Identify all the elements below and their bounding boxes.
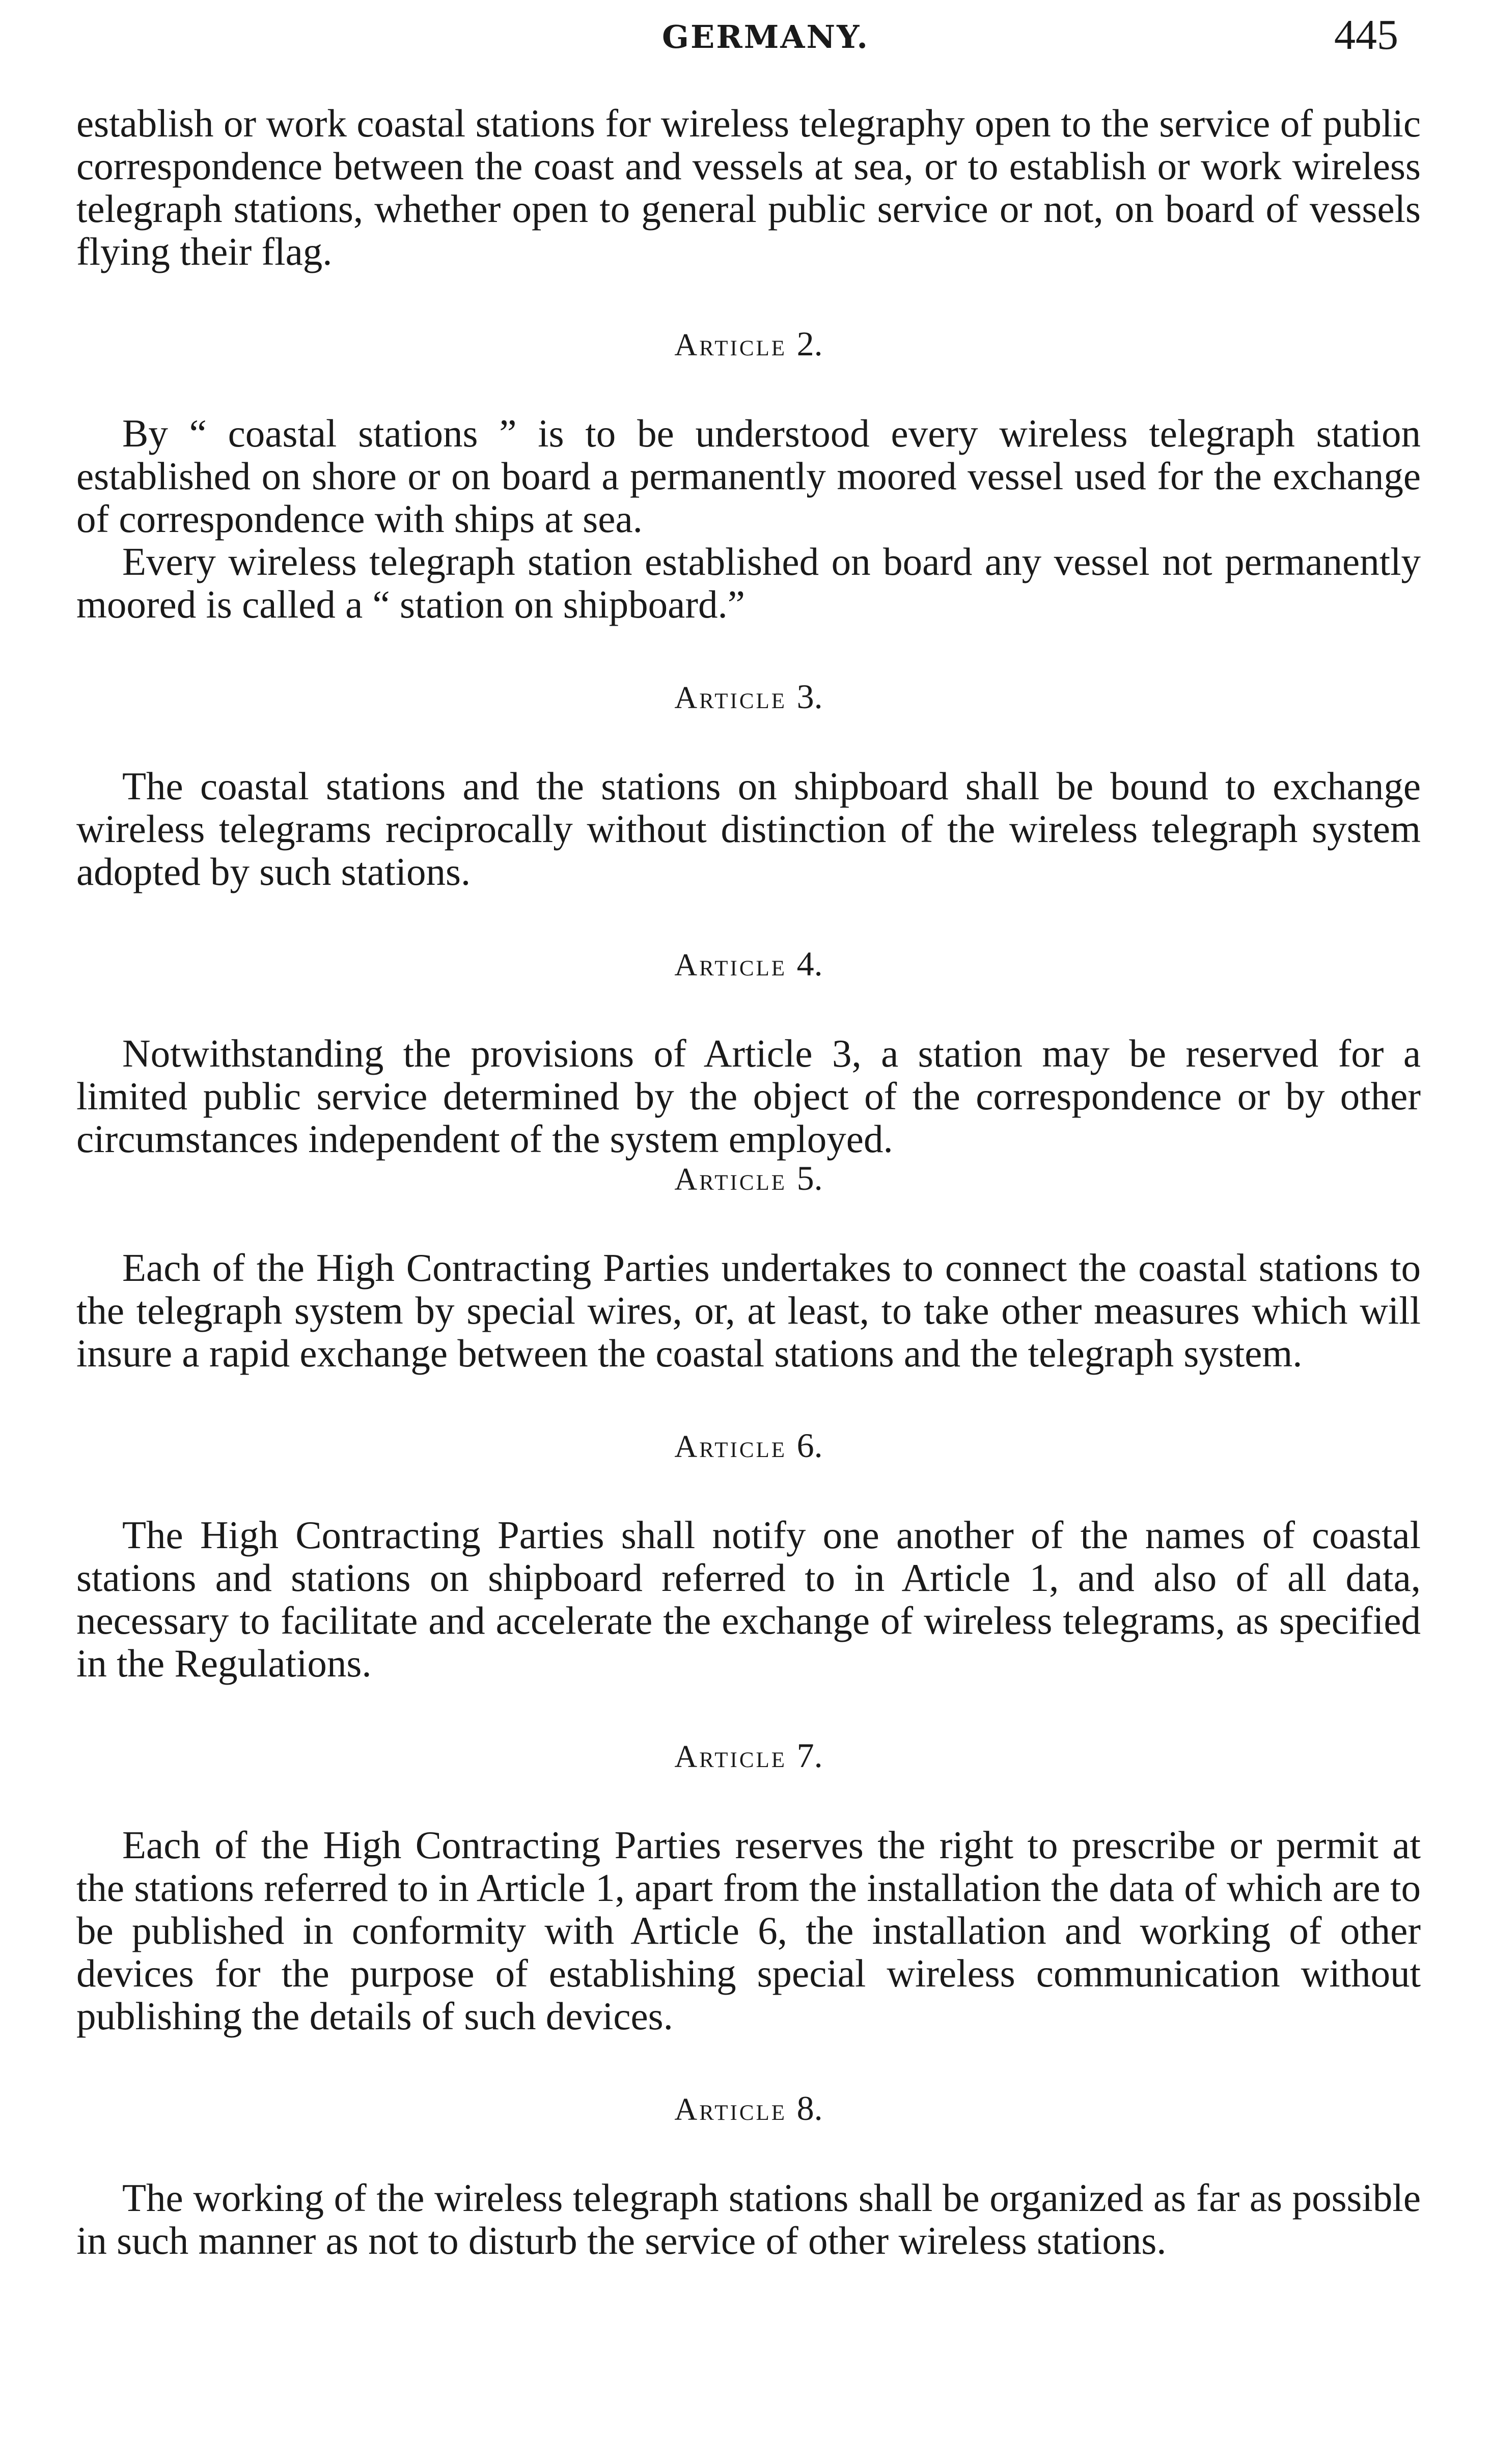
article-7-paragraph-1: Each of the High Contracting Parties reserves the right to prescribe or permit at the stations referred to in Article 1, apart from the installation the data of which are to be published in conformity with Article 6, the installation and working of other devices for the purpose of establishing special wireless communication without publishing the details of such devices. (76, 1823, 1421, 2038)
article-4-paragraph-1: Notwithstanding the provisions of Article 3, a station may be reserved for a limited public service determined by the object of the correspondence or by other circumstances independent of the system employed. (76, 1031, 1421, 1161)
article-label: Article (674, 1740, 787, 1774)
page-number: 445 (1334, 11, 1398, 59)
article-label: Article (674, 1162, 787, 1197)
article-number: 5. (796, 1159, 823, 1197)
article-number: 7. (796, 1736, 823, 1775)
article-label: Article (674, 328, 787, 362)
article-2-heading (76, 326, 1421, 363)
article-8-heading (76, 2090, 1421, 2127)
running-title: GERMANY. (662, 18, 869, 55)
article-label: Article (674, 948, 787, 983)
article-6-heading (76, 1427, 1421, 1465)
article-4-heading (76, 946, 1421, 983)
article-5-heading (76, 1160, 1421, 1197)
article-number: 2. (796, 324, 823, 363)
article-number: 8. (796, 2089, 823, 2127)
intro-paragraph: establish or work coastal stations for wireless telegraphy open to the service of public correspondence between the coast and vessels at sea, or to establish or work wireless telegraph stations, whether open to general public service or not, on board of vessels flying their flag. (76, 101, 1421, 273)
running-head (0, 10, 1491, 61)
article-3-heading (76, 679, 1421, 716)
article-number: 3. (796, 677, 823, 716)
article-label: Article (674, 1430, 787, 1464)
article-label: Article (674, 2092, 787, 2127)
article-2-paragraph-1: By “ coastal stations ” is to be understood every wireless telegraph station established on shore or on board a permanently moored vessel used for the exchange of correspondence with ships at sea. (76, 411, 1421, 541)
body-text (76, 102, 1421, 2262)
article-3-paragraph-1: The coastal stations and the stations on shipboard shall be bound to exchange wireless telegrams reciprocally without distinction of the wireless telegraph system adopted by such stations. (76, 764, 1421, 893)
article-6-paragraph-1: The High Contracting Parties shall notify one another of the names of coastal stations and stations on shipboard referred to in Article 1, and also of all data, necessary to facilitate and accelerate the exchange of wireless telegrams, as specified in the Regulations. (76, 1513, 1421, 1685)
article-number: 4. (796, 944, 823, 983)
article-number: 6. (796, 1426, 823, 1465)
article-8-paragraph-1: The working of the wireless telegraph stations shall be organized as far as possible in such manner as not to disturb the service of other wireless stations. (76, 2176, 1421, 2262)
article-label: Article (674, 681, 787, 715)
article-5-paragraph-1: Each of the High Contracting Parties undertakes to connect the coastal stations to the telegraph system by special wires, or, at least, to take other measures which will insure a rapid exchange between the coastal stations and the telegraph system. (76, 1246, 1421, 1375)
article-7-heading (76, 1738, 1421, 1775)
article-2-paragraph-2: Every wireless telegraph station established on board any vessel not permanently moored is called a “ station on shipboard.” (76, 540, 1421, 626)
